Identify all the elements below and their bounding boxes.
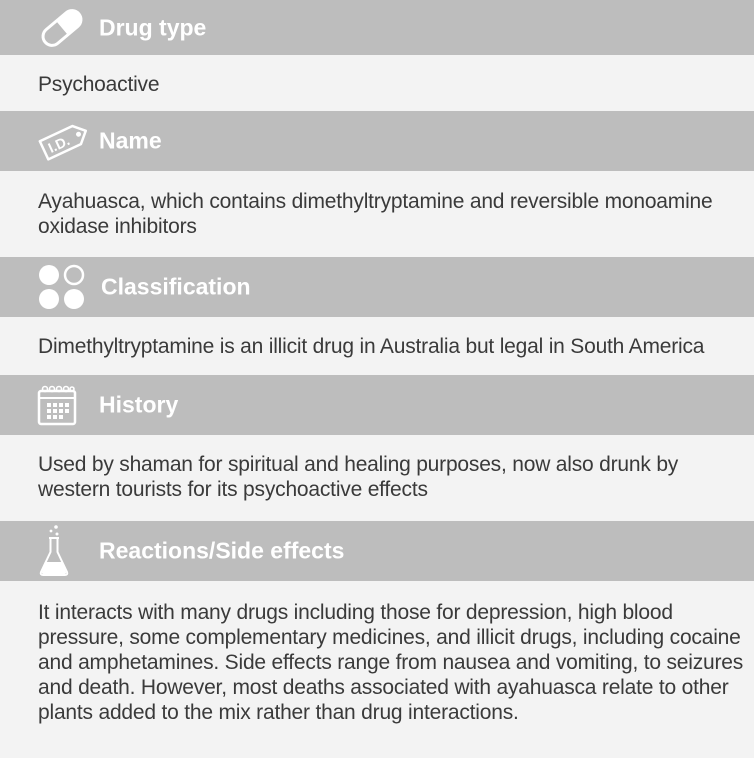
flask-icon xyxy=(38,524,70,578)
section-text-classification: Dimethyltryptamine is an illicit drug in Australia but legal in South America xyxy=(38,335,705,358)
pill-icon xyxy=(36,5,88,51)
section-header-history xyxy=(0,375,754,435)
section-title-reactions: Reactions/Side effects xyxy=(99,537,345,564)
section-text-name: Ayahuasca, which contains dimethyltryptamine and reversible monoamine oxidase inhibitors xyxy=(38,190,713,238)
classification-dots-icon xyxy=(36,262,88,312)
svg-text:I.D.: I.D. xyxy=(45,132,73,156)
section-header-name xyxy=(0,111,754,171)
section-title-classification: Classification xyxy=(101,273,251,300)
section-header-classification xyxy=(0,257,754,317)
calendar-icon xyxy=(36,383,78,427)
section-text-drug-type: Psychoactive xyxy=(38,73,160,96)
section-header-drug-type xyxy=(0,0,754,55)
section-text-history: Used by shaman for spiritual and healing purposes, now also drunk by western tourists for its psychoactive effects xyxy=(38,453,679,501)
section-title-name: Name xyxy=(99,127,162,154)
section-title-drug-type: Drug type xyxy=(99,14,207,40)
section-header-reactions xyxy=(0,521,754,581)
section-title-history: History xyxy=(99,391,179,418)
id-tag-icon xyxy=(36,119,92,163)
section-text-reactions: It interacts with many drugs including those for depression, high blood pressure, some complementary medicines, and illicit drugs, including cocaine and amphetamines. Side effects range from nausea and vomiting, to seizures and death. However, most deaths associated with ayahuasca relate to other plants added to the mix rather than drug interactions. xyxy=(38,601,744,724)
